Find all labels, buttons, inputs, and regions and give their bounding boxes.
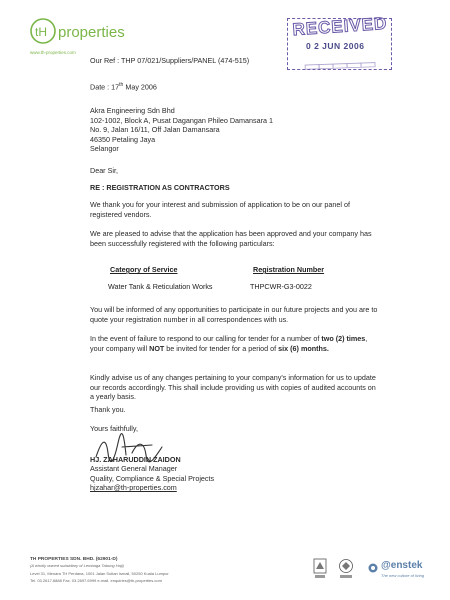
column-header-category: Category of Service <box>110 265 178 274</box>
logo-url: www.th-properties.com <box>30 50 76 55</box>
address-line: Selangor <box>90 144 119 153</box>
closing: Yours faithfully, <box>90 424 138 433</box>
stamp-word: RECEIVED <box>291 13 388 40</box>
signatory-title: Assistant General Manager <box>90 464 178 473</box>
svg-text:tH: tH <box>35 25 47 39</box>
column-header-registration: Registration Number <box>253 265 325 274</box>
cell-registration-number: THPCWR-G3-0022 <box>250 282 312 291</box>
letter-date: Date : 17th May 2006 <box>90 82 157 92</box>
certification-mark-icon <box>313 558 327 580</box>
enstek-wordmark: @enstek <box>381 560 423 571</box>
signatory-name: HJ. ZAHARUDDIN ZAIDON <box>90 455 181 464</box>
ukas-mark-icon <box>337 558 355 580</box>
signatory-department: Quality, Compliance & Special Projects <box>90 474 215 483</box>
footer-subsidiary: (A wholly owned subsidiary of Lembaga Tabung Haji) <box>30 563 124 568</box>
recipient-address <box>90 106 273 154</box>
cell-category: Water Tank & Reticulation Works <box>108 282 213 291</box>
received-stamp <box>287 13 392 73</box>
thank-you: Thank you. <box>90 405 126 414</box>
enstek-logo-icon <box>368 563 378 573</box>
signatory-email[interactable]: hjzahar@th-properties.com <box>90 483 177 492</box>
th-logo-icon <box>30 18 56 44</box>
paragraph-4: In the event of failure to respond to our calling for tender for a number of two (2) times, your company will NOT be invited for tender for a period of six (6) months. <box>90 334 368 353</box>
paragraph-5: Kindly advise us of any changes pertaining to your company's information for us to update our records accordingly. This shall include providing us with copies of audited accounts on a yearly basis. <box>90 373 376 401</box>
paragraph-1: We thank you for your interest and submission of application to be on our panel of registered vendors. <box>90 200 350 219</box>
footer-contact: Tel. 03.2617.6888 Fax. 03.2697.6999 e-mail. enquiries@th-properties.com <box>30 578 162 583</box>
footer-address: Level 31, Menara TH Perdana, 1001 Jalan Sultan Ismail, 50250 Kuala Lumpur <box>30 571 169 576</box>
subject-line: RE : REGISTRATION AS CONTRACTORS <box>90 183 230 192</box>
stamp-word-faded: ▬▬▬▬▬ <box>304 53 376 73</box>
paragraph-3: You will be informed of any opportunities to participate in our future projects and you are to quote your registration number in all correspondences with us. <box>90 305 378 324</box>
address-line: No. 9, Jalan 16/11, Off Jalan Damansara <box>90 125 220 134</box>
stamp-date: 0 2 JUN 2006 <box>306 41 365 51</box>
our-reference: Our Ref : THP 07/021/Suppliers/PANEL (474-515) <box>90 56 250 65</box>
footer-company: TH PROPERTIES SDN. BHD. (62901-D) <box>30 557 118 562</box>
logo-wordmark: properties <box>58 24 125 41</box>
paragraph-2: We are pleased to advise that the application has been approved and your company has been successfully registered with the following particulars: <box>90 229 372 248</box>
address-line: 46350 Petaling Jaya <box>90 134 156 144</box>
address-line: Akra Engineering Sdn Bhd <box>90 106 175 115</box>
enstek-tagline: The new culture of living <box>381 573 425 578</box>
salutation: Dear Sir, <box>90 166 118 175</box>
address-line: 102-1002, Block A, Pusat Dagangan Phileo Damansara 1 <box>90 115 273 125</box>
